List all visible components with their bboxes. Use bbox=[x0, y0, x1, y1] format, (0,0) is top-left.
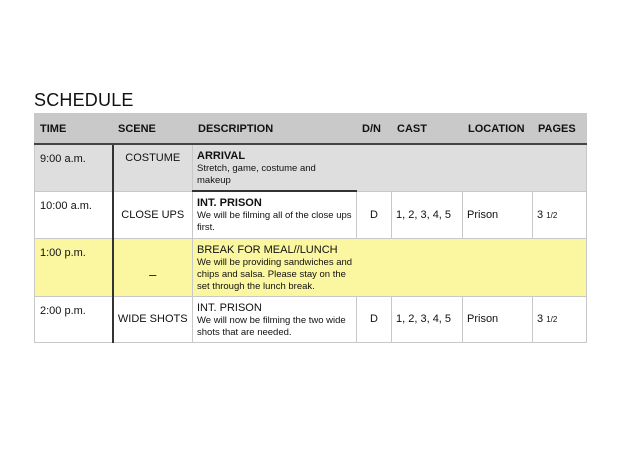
row-scene: CLOSE UPS bbox=[113, 191, 193, 238]
row-time: 2:00 p.m. bbox=[35, 296, 113, 342]
row-description-title: ARRIVAL bbox=[197, 150, 246, 162]
row-pages-whole: 3 bbox=[537, 208, 544, 221]
row-pages-fraction: 1/2 bbox=[546, 315, 558, 324]
header-dn: D/N bbox=[357, 114, 392, 145]
row-cast: 1, 2, 3, 4, 5 bbox=[392, 296, 463, 342]
row-pages bbox=[533, 191, 587, 238]
row-pages-whole: 3 bbox=[537, 313, 544, 325]
row-dn: D bbox=[357, 296, 392, 342]
schedule-table bbox=[34, 113, 587, 343]
row-description-body: We will be filming all of the close ups first. bbox=[197, 210, 352, 233]
row-time: 10:00 a.m. bbox=[35, 191, 113, 238]
row-scene bbox=[113, 238, 193, 296]
row-description-title: BREAK FOR MEAL//LUNCH bbox=[197, 243, 338, 256]
row-description bbox=[193, 296, 357, 342]
row-dn: D bbox=[357, 191, 392, 238]
header-scene: SCENE bbox=[113, 114, 193, 145]
table-row bbox=[35, 191, 587, 238]
header-time: TIME bbox=[35, 114, 113, 145]
table-row bbox=[35, 144, 587, 191]
row-description bbox=[193, 191, 357, 238]
row-location: Prison bbox=[463, 191, 533, 238]
row-description-body: We will now be filming the two wide shots that are needed. bbox=[197, 314, 346, 338]
row-pages-fraction: 1/2 bbox=[546, 210, 558, 220]
row-scene: COSTUME bbox=[113, 144, 193, 191]
row-scene-dash: – bbox=[149, 266, 157, 282]
row-cast: 1, 2, 3, 4, 5 bbox=[392, 191, 463, 238]
row-description-body: We will be providing sandwiches and chips and salsa. Please stay on the set through the lunch break. bbox=[197, 256, 353, 292]
header-description: DESCRIPTION bbox=[193, 114, 357, 145]
header-location: LOCATION bbox=[463, 114, 533, 145]
row-time: 1:00 p.m. bbox=[35, 238, 113, 296]
row-pages bbox=[533, 296, 587, 342]
row-description bbox=[193, 238, 587, 296]
row-scene: WIDE SHOTS bbox=[113, 296, 193, 342]
page-title: SCHEDULE bbox=[34, 90, 134, 110]
header-cast: CAST bbox=[392, 114, 463, 145]
header-row bbox=[35, 114, 587, 145]
row-description-title: INT. PRISON bbox=[197, 301, 262, 314]
row-location: Prison bbox=[463, 296, 533, 342]
table-row bbox=[35, 238, 587, 296]
row-time: 9:00 a.m. bbox=[35, 144, 113, 191]
row-description bbox=[193, 144, 587, 191]
row-description-title: INT. PRISON bbox=[197, 197, 262, 209]
table-row bbox=[35, 296, 587, 342]
header-pages: PAGES bbox=[533, 114, 587, 145]
row-description-body: Stretch, game, costume and makeup bbox=[197, 163, 316, 186]
